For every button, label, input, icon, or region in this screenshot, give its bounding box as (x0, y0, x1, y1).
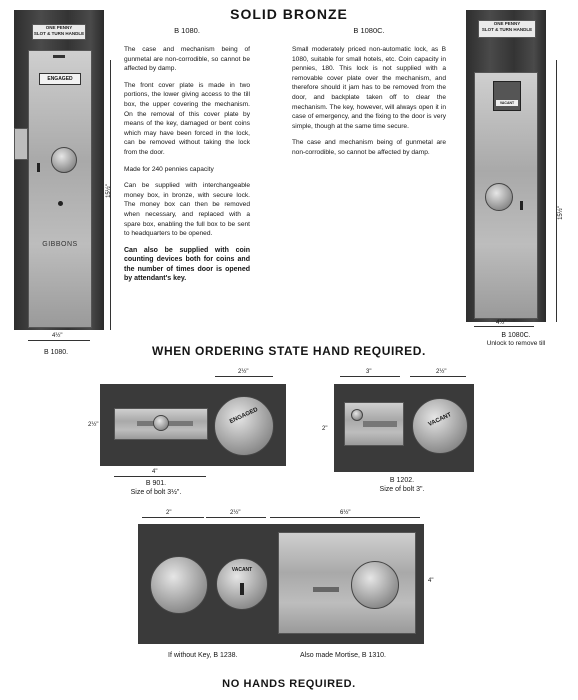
b901-dim-top: 2½" (238, 369, 249, 375)
b1202-caption (362, 476, 442, 494)
bolt-body (114, 408, 208, 440)
bolt-knob (351, 409, 363, 421)
b1202-dim-top-line-1 (340, 376, 400, 377)
height-dim-label: 15½" (557, 206, 564, 220)
b1202-photo (334, 384, 474, 472)
text-column-b1080 (124, 26, 250, 291)
caption-note: Size of bolt 3". (379, 486, 425, 493)
engaged-sign: ENGAGED (39, 73, 81, 85)
bolt-bar (363, 421, 397, 427)
b901-dim-bottom: 4" (152, 469, 158, 475)
vacant-window (493, 81, 521, 111)
rim-lock-case (278, 532, 416, 634)
lock-b1080c-photo (466, 10, 546, 322)
slot-plate (478, 20, 536, 38)
height-dim-line (556, 60, 557, 322)
turn-handle-knob (51, 147, 77, 173)
plate-line-2: SLOT & TURN HANDLE (33, 31, 85, 36)
ref-heading: B 1080C. (353, 26, 385, 35)
paragraph: Can be supplied with interchangeable money box, in bronze, with secure lock. The money box can then be removed when necessary, and replaced with a spare box, enabling the full box to be sent to headquarters to be opened. (124, 182, 250, 238)
bottom-dim-line-2 (206, 517, 266, 518)
slot-plate (32, 24, 86, 40)
vacant-sign: VACANT (427, 412, 453, 428)
width-dim-label: 4½" (52, 333, 63, 339)
lock-case (28, 50, 92, 328)
bolt-body (344, 402, 404, 446)
bottom-dim-line-1 (142, 517, 204, 518)
caption-main: B 1080C. (501, 332, 531, 339)
paragraph: Small moderately priced non-automatic lock, as B 1080, suitable for small hotels, etc. Coin capacity in pennies, 180. This lock is not supplied with a removable cover plate over the mechanism, and therefore should it jam has to be removed from the door, and backplate taken off to clear the mechanism. The key, however, will always open it in case of emergency, and the fixing to the door is very simple, though at the same time secure. (292, 46, 446, 130)
door-knob-left (150, 556, 208, 614)
door-knob-right (351, 561, 399, 609)
footer-heading: NO HANDS REQUIRED. (222, 678, 356, 690)
lock-case (474, 72, 538, 319)
bottom-dim-3: 6½" (340, 510, 351, 516)
b901-dim-bottom-line (114, 476, 206, 477)
bottom-lock-photo (138, 524, 424, 644)
coin-slot (53, 55, 65, 58)
lock-slot (313, 587, 339, 592)
indicator-disc (412, 398, 468, 454)
indicator-disc (214, 396, 274, 456)
paragraph: The front cover plate is made in two portions, the lower giving access to the till box, the upper covering the mechanism. On the removal of this cover plate by means of the key, damaged or bent coins which may have been forced in the lock, can be removed without taking the lock from the door. (124, 81, 250, 156)
section-heading: WHEN ORDERING STATE HAND REQUIRED. (152, 344, 426, 358)
engaged-sign: ENGAGED (228, 406, 260, 426)
paragraph: Made for 240 pennies capacity (124, 165, 214, 173)
b901-photo (100, 384, 286, 466)
width-dim-label: 4½" (496, 320, 507, 326)
maker-name: GIBBONS (42, 241, 78, 248)
till-keyhole-icon (58, 201, 63, 206)
text-column-b1080c (292, 26, 446, 165)
width-dim-line (28, 340, 90, 341)
bottom-caption-right: Also made Mortise, B 1310. (300, 652, 386, 659)
plate-line-1: ONE PENNY (493, 21, 521, 26)
indicator-disc (216, 558, 268, 610)
vacant-sign: VACANT (496, 100, 518, 106)
bottom-dim-line-3 (270, 517, 420, 518)
bolt-knob (153, 415, 169, 431)
width-dim-line (474, 326, 534, 327)
lock-b1080-caption: B 1080. (44, 349, 69, 356)
ref-heading: B 1080. (174, 26, 200, 35)
height-dim-label: 15½" (105, 184, 112, 198)
keyhole-icon (240, 583, 244, 595)
page-title: SOLID BRONZE (230, 6, 348, 22)
side-bolt (14, 128, 28, 160)
caption-note: Unlock to remove till (486, 340, 546, 347)
vacant-sign: VACANT (231, 567, 253, 573)
bottom-dim-1: 2" (166, 510, 172, 516)
caption-main: B 1202. (389, 477, 415, 484)
caption-main: B 901. (145, 480, 167, 487)
keyhole-icon (520, 201, 523, 210)
b1202-dim-top-line-2 (410, 376, 466, 377)
bottom-dim-2: 2½" (230, 510, 241, 516)
b901-dim-side: 2½" (88, 422, 99, 428)
bottom-caption-left: If without Key, B 1238. (168, 652, 238, 659)
b901-dim-top-line (215, 376, 273, 377)
plate-line-2: SLOT & TURN HANDLE (481, 27, 533, 32)
bottom-dim-side: 4" (428, 578, 434, 584)
paragraph-bold: Can also be supplied with coin counting devices both for coins and the number of times door is opened by attendant's key. (124, 246, 250, 283)
lock-b1080-photo (14, 10, 104, 330)
caption-note: Size of bolt 3½". (130, 489, 182, 496)
plate-line-1: ONE PENNY (45, 25, 73, 30)
turn-handle-knob (485, 183, 513, 211)
b1202-dim-top-1: 3" (366, 369, 372, 375)
b1202-dim-top-2: 2½" (436, 369, 447, 375)
b901-caption (106, 479, 206, 497)
b1202-dim-side: 2" (322, 426, 328, 432)
keyhole-icon (37, 163, 40, 172)
paragraph: The case and mechanism being of gunmetal are non-corrodible, so cannot be affected by damp. (124, 46, 250, 73)
paragraph: The case and mechanism being of gunmetal are non-corrodible, so cannot be affected by damp. (292, 139, 446, 156)
